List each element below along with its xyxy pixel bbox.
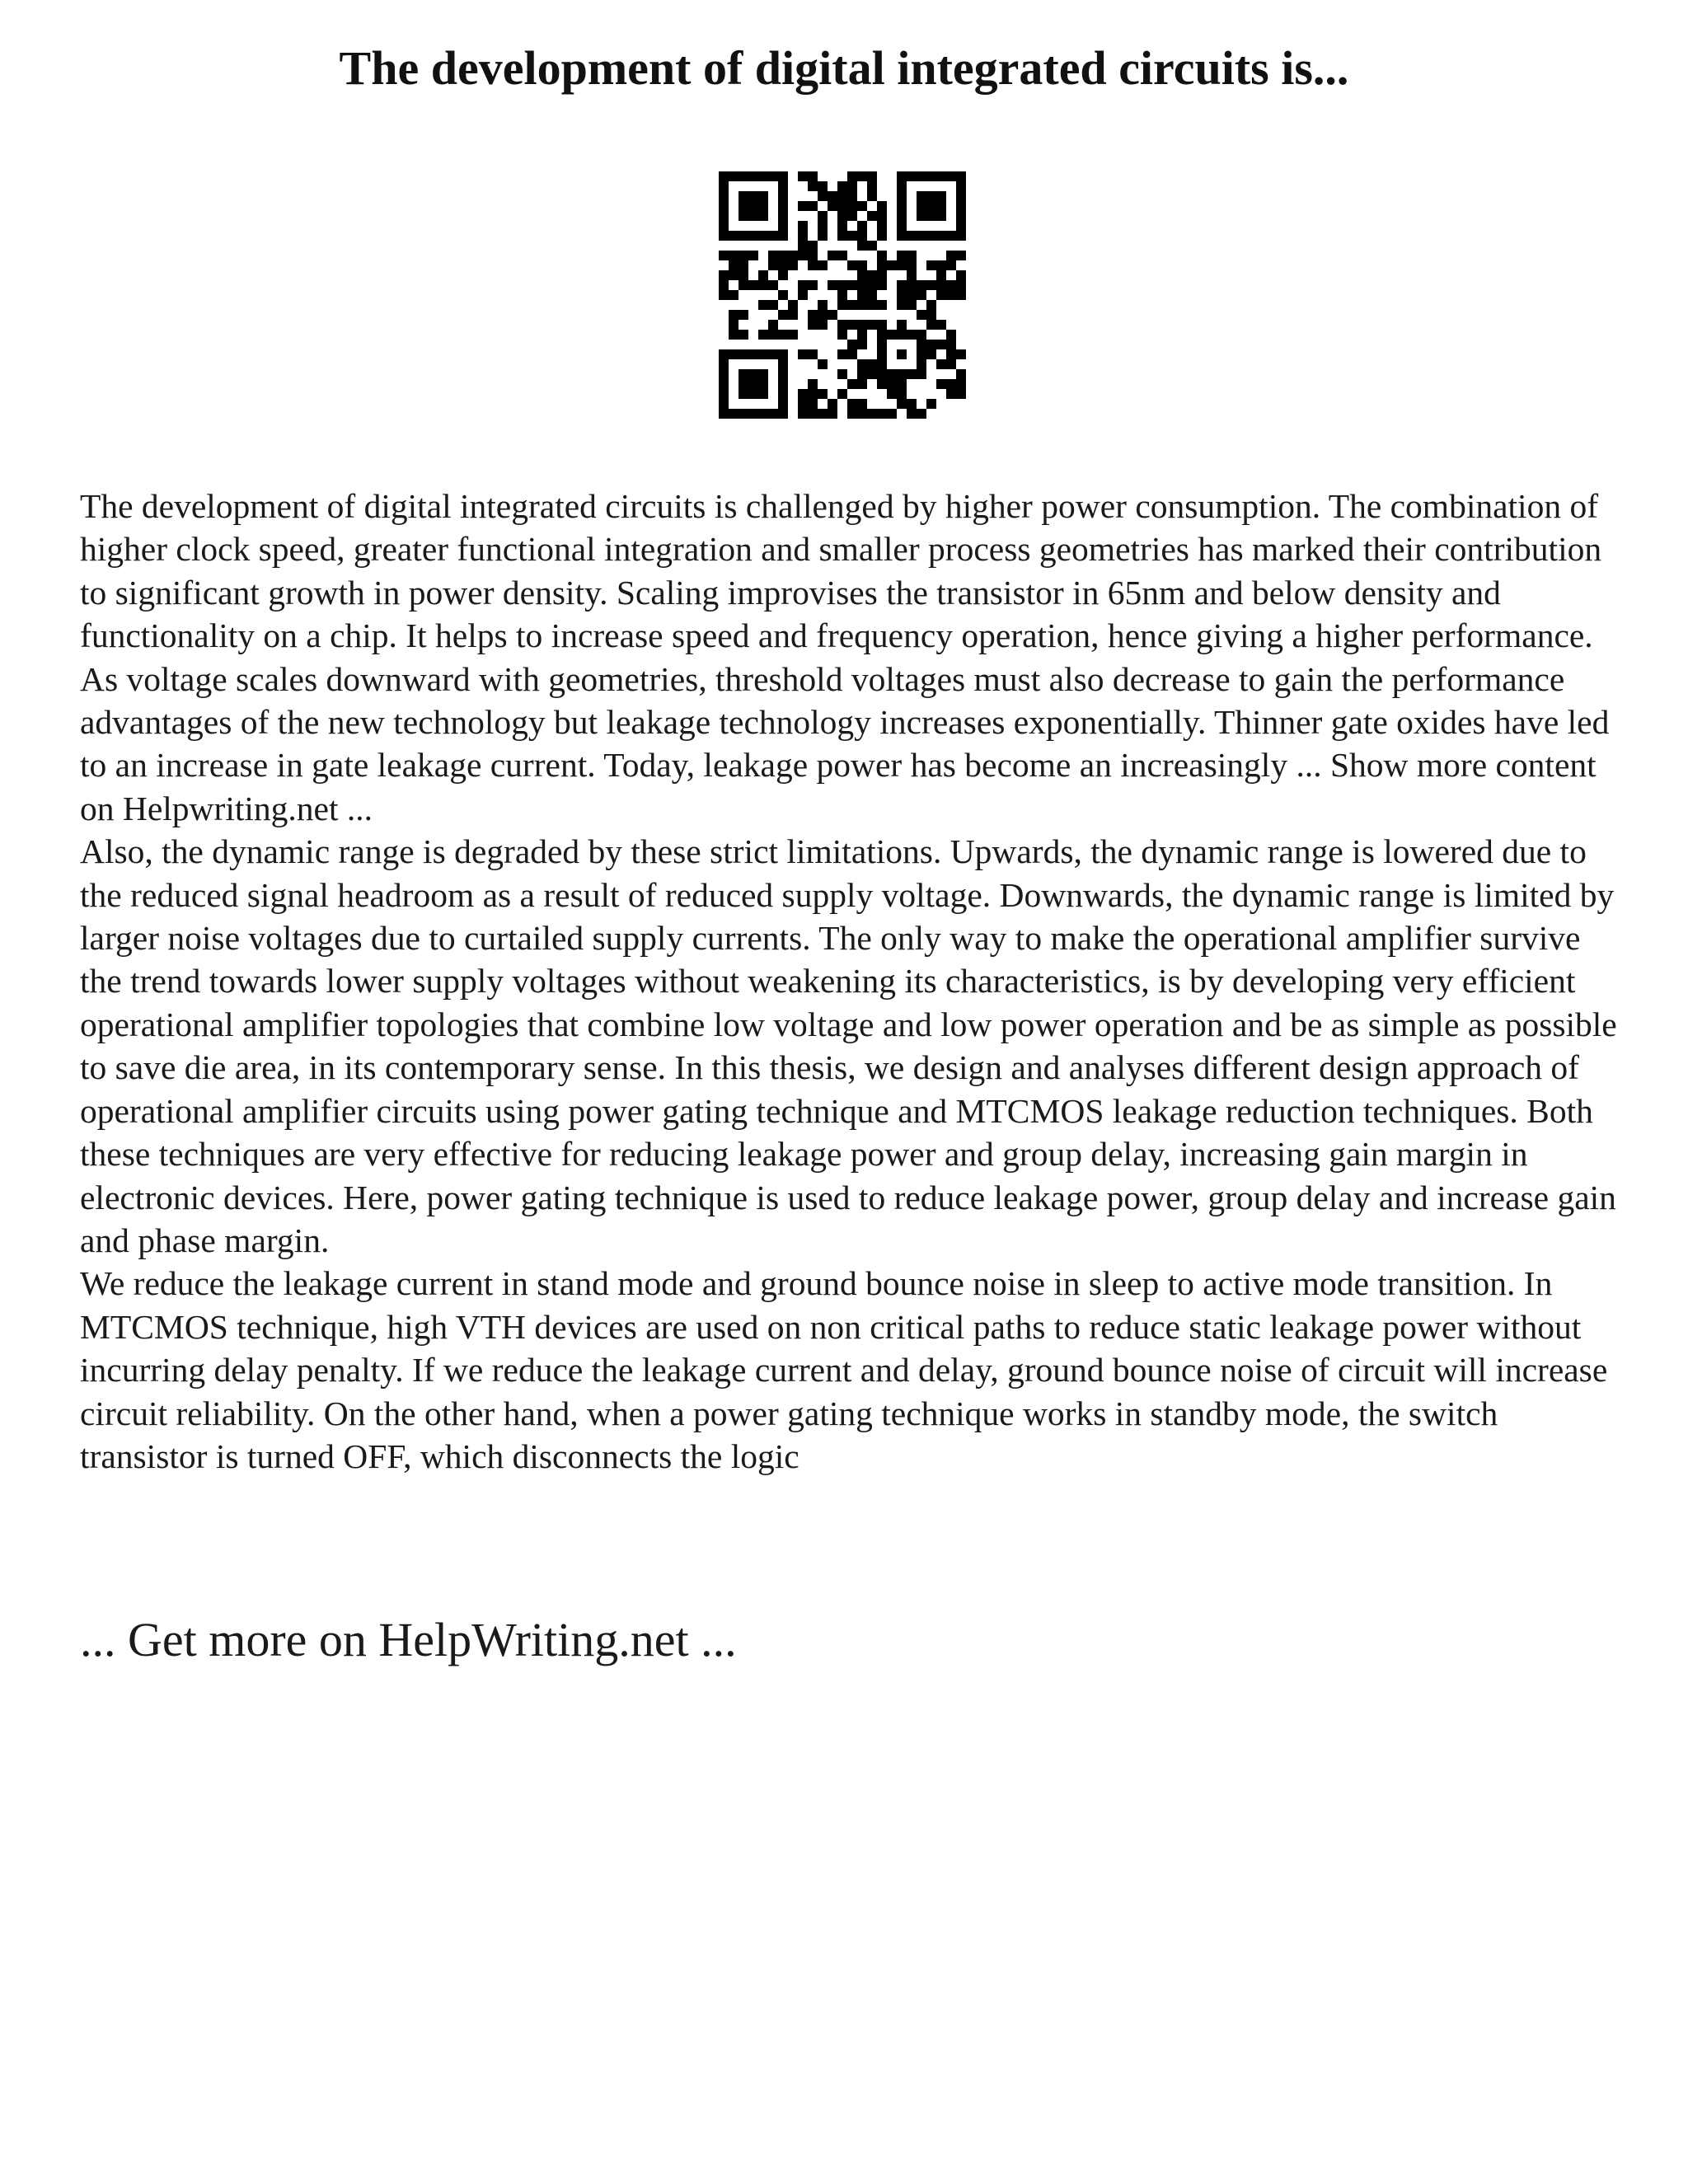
paragraph-3: We reduce the leakage current in stand mode and ground bounce noise in sleep to active mode transition. In MTCMOS technique, high VTH devices are used on non critical paths to reduce static leakage power without incurring delay penalty. If we reduce the leakage current and delay, ground bounce noise of circuit will increase circuit reliability. On the other hand, when a power gating technique works in standby mode, the switch transistor is turned OFF, which disconnects the logic [80,1264,1608,1475]
document-title: The development of digital integrated circuits is... [339,41,1349,95]
qr-code-icon [719,171,966,419]
paragraph-2: Also, the dynamic range is degraded by these strict limitations. Upwards, the dynamic range is lowered due to the reduced signal headroom as a result of reduced supply voltage. Downwards, the dynamic range is limited by larger noise voltages due to curtailed supply currents. The only way to make the operational amplifier survive the trend towards lower supply voltages without weakening its characteristics, is by developing very efficient operational amplifier topologies that combine low voltage and low power operation and be as simple as possible to save die area, in its contemporary sense. In this thesis, we design and analyses different design approach of operational amplifier circuits using power gating technique and MTCMOS leakage reduction techniques. Both these techniques are very effective for reducing leakage power and group delay, increasing gain margin in electronic devices. Here, power gating technique is used to reduce leakage power, group delay and increase gain and phase margin. [80,832,1617,1259]
article-body [80,485,1621,1478]
qr-code-image [719,171,966,419]
get-more-link[interactable]: ... Get more on HelpWriting.net ... [80,1613,737,1666]
paragraph-1: The development of digital integrated circuits is challenged by higher power consumption. The combination of higher clock speed, greater functional integration and smaller process geometries has marked their contribution to significant growth in power density. Scaling improvises the transistor in 65nm and below density and functionality on a chip. It helps to increase speed and frequency operation, hence giving a higher performance. As voltage scales downward with geometries, threshold voltages must also decrease to gain the performance advantages of the new technology but leakage technology increases exponentially. Thinner gate oxides have led to an increase in gate leakage current. Today, leakage power has become an increasingly ... Show more content on Helpwriting.net ... [80,487,1610,827]
